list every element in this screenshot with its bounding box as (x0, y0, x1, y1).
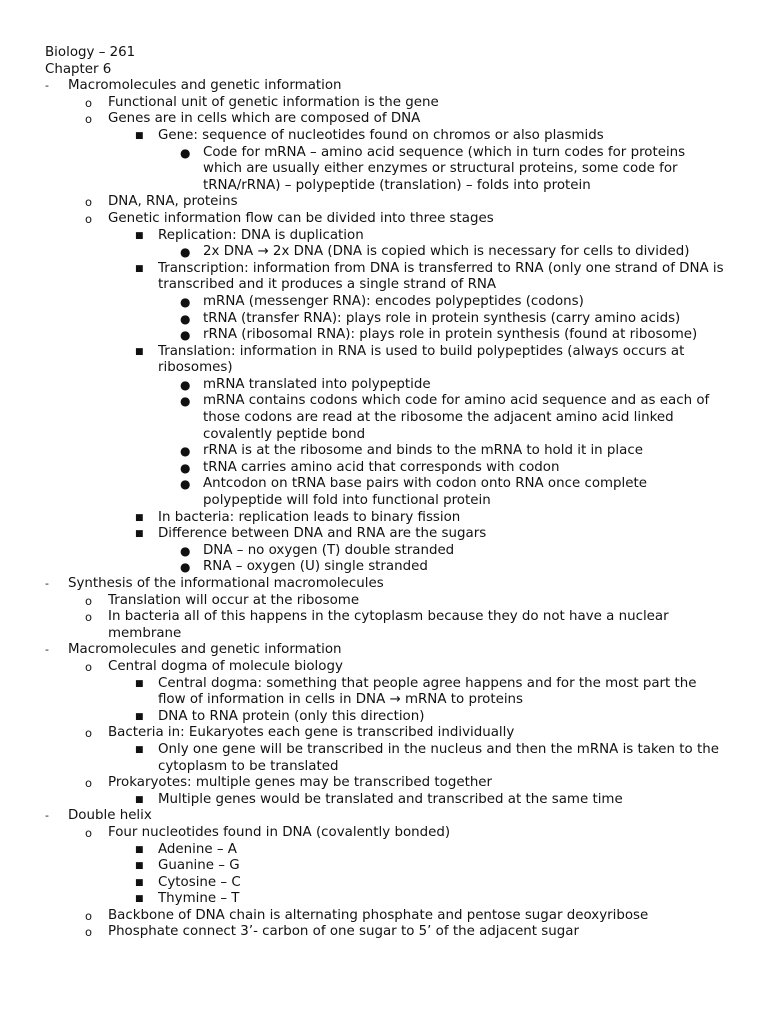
square-bullet: ■ (135, 263, 144, 274)
outline-item-text: tRNA (transfer RNA): plays role in protein synthesis (carry amino acids) (203, 310, 681, 326)
outline-item-text: Macromolecules and genetic information (68, 642, 342, 658)
outline-item-level-4 (0, 145, 768, 195)
outline-item-level-2 (0, 194, 768, 211)
square-bullet: ■ (135, 861, 144, 872)
outline-item-level-2 (0, 609, 768, 642)
outline-item-level-3 (0, 510, 768, 527)
outline-item-level-2 (0, 593, 768, 610)
outline-item-level-3 (0, 842, 768, 859)
outline-item-level-3 (0, 742, 768, 775)
outline-item-level-2 (0, 111, 768, 128)
outline-item-text: Central dogma: something that people agree happens and for the most part the flow of information in cells in DNA → mRNA to proteins (158, 675, 697, 708)
circle-bullet: o (85, 776, 93, 791)
outline-item-level-2 (0, 908, 768, 925)
dot-bullet: ● (180, 477, 191, 492)
outline-item-text: Genetic information flow can be divided into three stages (108, 210, 494, 226)
outline-item-text: DNA – no oxygen (T) double stranded (203, 542, 455, 558)
dot-bullet: ● (180, 145, 191, 160)
square-bullet: ■ (135, 678, 144, 689)
outline-item-level-3 (0, 344, 768, 377)
outline-item-text: Transcription: information from DNA is transferred to RNA (only one strand of DNA is transcribed and it produces a single strand of RNA (158, 260, 724, 293)
outline-item-level-3 (0, 261, 768, 294)
square-bullet: ■ (135, 894, 144, 905)
outline-item-level-2 (0, 775, 768, 792)
chapter-title: Chapter 6 (45, 61, 112, 77)
outline-item-text: Bacteria in: Eukaryotes each gene is transcribed individually (108, 725, 515, 741)
outline-item-level-2 (0, 725, 768, 742)
outline-item-text: rRNA is at the ribosome and binds to the mRNA to hold it in place (203, 443, 643, 459)
dash-bullet: - (45, 809, 49, 823)
dash-bullet: - (45, 577, 49, 590)
outline-item-level-4 (0, 244, 768, 261)
outline-item-level-3 (0, 858, 768, 875)
square-bullet: ■ (135, 346, 144, 357)
outline-item-level-3 (0, 526, 768, 543)
outline-item-level-3 (0, 709, 768, 726)
dot-bullet: ● (180, 328, 191, 343)
outline-item-text: Four nucleotides found in DNA (covalently bonded) (108, 824, 451, 840)
outline-item-text: Guanine – G (158, 858, 240, 874)
square-bullet: ■ (135, 529, 144, 540)
outline-item-level-4 (0, 443, 768, 460)
outline-item-level-1 (0, 642, 768, 659)
circle-bullet: o (85, 610, 93, 625)
course-title: Biology – 261 (45, 45, 136, 60)
outline-item-level-4 (0, 294, 768, 311)
outline-item-text: Double helix (68, 808, 152, 824)
outline-item-text: Replication: DNA is duplication (158, 227, 364, 243)
outline-item-text: Backbone of DNA chain is alternating phosphate and pentose sugar deoxyribose (108, 907, 649, 923)
outline-item-level-4 (0, 327, 768, 344)
dash-bullet: - (45, 643, 49, 657)
circle-bullet: o (85, 726, 93, 741)
square-bullet: ■ (135, 744, 144, 755)
outline-item-text: RNA – oxygen (U) single stranded (203, 559, 428, 575)
outline-item-level-3 (0, 228, 768, 245)
square-bullet: ■ (135, 130, 144, 141)
outline-item-level-2 (0, 924, 768, 941)
square-bullet: ■ (135, 512, 144, 523)
outline-item-level-3 (0, 875, 768, 892)
outline-item-text: mRNA contains codons which code for amino acid sequence and as each of those codons are read at the ribosome the adjacent amino acid linked covalently peptide bond (203, 393, 710, 442)
circle-bullet: o (85, 95, 93, 110)
notes-outline (0, 78, 768, 941)
outline-item-level-4 (0, 377, 768, 394)
outline-item-text: Gene: sequence of nucleotides found on chromos or also plasmids (158, 127, 604, 143)
circle-bullet: o (85, 659, 93, 674)
outline-item-text: Only one gene will be transcribed in the nucleus and then the mRNA is taken to the cytoplasm to be translated (158, 741, 719, 774)
outline-item-level-2 (0, 95, 768, 112)
outline-item-text: Translation will occur at the ribosome (108, 592, 360, 608)
circle-bullet: o (85, 925, 93, 940)
dot-bullet: ● (180, 444, 191, 459)
outline-item-text: Phosphate connect 3’- carbon of one sugar to 5’ of the adjacent sugar (108, 924, 579, 940)
outline-item-text: Code for mRNA – amino acid sequence (which in turn codes for proteins which are usually either enzymes or structural proteins, some code for tRNA/rRNA) – polypeptide (translation) – folds into protein (203, 144, 686, 193)
square-bullet: ■ (135, 877, 144, 888)
outline-item-text: Prokaryotes: multiple genes may be transcribed together (108, 775, 493, 791)
outline-item-level-4 (0, 311, 768, 328)
circle-bullet: o (85, 195, 93, 210)
outline-item-text: Thymine – T (158, 891, 240, 907)
outline-item-text: Synthesis of the informational macromolecules (68, 576, 384, 591)
dot-bullet: ● (180, 245, 191, 260)
outline-item-level-3 (0, 891, 768, 908)
outline-item-level-2 (0, 825, 768, 842)
square-bullet: ■ (135, 794, 144, 805)
circle-bullet: o (85, 908, 93, 923)
outline-item-text: In bacteria: replication leads to binary fission (158, 509, 461, 525)
outline-item-text: 2x DNA → 2x DNA (DNA is copied which is necessary for cells to divided) (203, 244, 690, 260)
outline-item-text: Cytosine – C (158, 874, 241, 890)
outline-item-level-4 (0, 476, 768, 509)
dot-bullet: ● (180, 394, 191, 409)
outline-item-text: Antcodon on tRNA base pairs with codon onto RNA once complete polypeptide will fold into functional protein (203, 476, 648, 509)
dot-bullet: ● (180, 543, 191, 558)
outline-item-text: Genes are in cells which are composed of DNA (108, 111, 421, 127)
outline-item-level-4 (0, 393, 768, 443)
outline-item-text: tRNA carries amino acid that corresponds with codon (203, 459, 560, 475)
square-bullet: ■ (135, 711, 144, 722)
outline-item-text: Translation: information in RNA is used to build polypeptides (always occurs at ribosomes) (158, 343, 685, 376)
outline-item-text: Difference between DNA and RNA are the sugars (158, 526, 487, 542)
circle-bullet: o (85, 825, 93, 840)
outline-item-level-1 (0, 576, 768, 593)
square-bullet: ■ (135, 230, 144, 241)
outline-item-level-3 (0, 792, 768, 809)
outline-item-text: Functional unit of genetic information is the gene (108, 94, 439, 110)
circle-bullet: o (85, 211, 93, 226)
outline-item-text: DNA, RNA, proteins (108, 194, 238, 210)
circle-bullet: o (85, 593, 93, 608)
dash-bullet: - (45, 79, 49, 93)
outline-item-level-3 (0, 676, 768, 709)
outline-item-text: Adenine – A (158, 841, 237, 857)
outline-item-text: Central dogma of molecule biology (108, 658, 343, 674)
dot-bullet: ● (180, 377, 191, 392)
outline-item-text: In bacteria all of this happens in the cytoplasm because they do not have a nuclear membrane (108, 609, 669, 641)
outline-item-level-2 (0, 659, 768, 676)
dot-bullet: ● (180, 560, 191, 575)
outline-item-level-3 (0, 128, 768, 145)
outline-item-level-4 (0, 543, 768, 560)
outline-item-text: rRNA (ribosomal RNA): plays role in protein synthesis (found at ribosome) (203, 327, 698, 343)
dot-bullet: ● (180, 460, 191, 475)
outline-item-text: Macromolecules and genetic information (68, 78, 342, 94)
outline-item-level-1 (0, 78, 768, 95)
square-bullet: ■ (135, 844, 144, 855)
outline-item-level-2 (0, 211, 768, 228)
outline-item-text: DNA to RNA protein (only this direction) (158, 708, 425, 724)
outline-item-text: Multiple genes would be translated and transcribed at the same time (158, 791, 623, 807)
outline-item-text: mRNA translated into polypeptide (203, 376, 431, 392)
outline-item-level-1 (0, 808, 768, 825)
document-page (0, 45, 768, 941)
outline-item-level-4 (0, 460, 768, 477)
dot-bullet: ● (180, 311, 191, 326)
dot-bullet: ● (180, 294, 191, 309)
circle-bullet: o (85, 112, 93, 127)
outline-item-text: mRNA (messenger RNA): encodes polypeptides (codons) (203, 293, 584, 309)
outline-item-level-4 (0, 559, 768, 576)
